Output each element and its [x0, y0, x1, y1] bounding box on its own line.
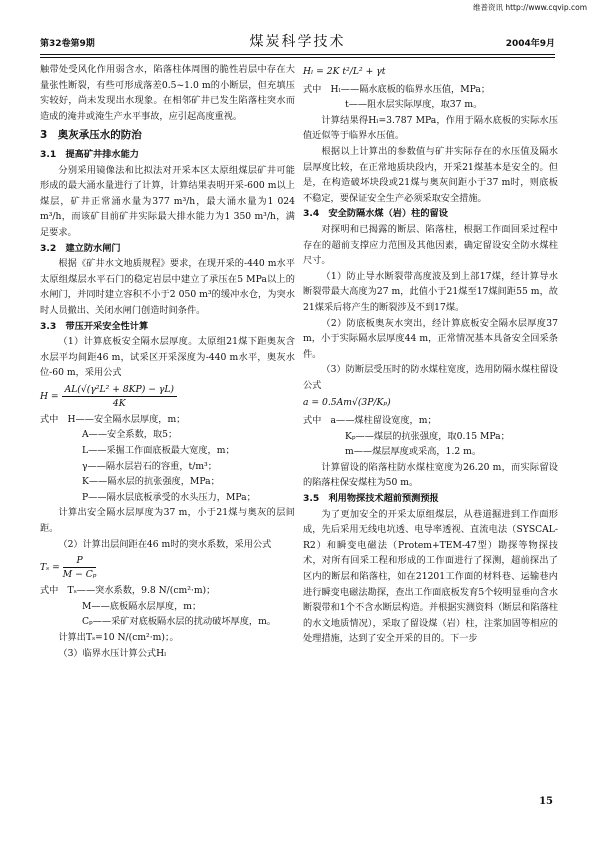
def-text: 煤层厚度或采高，1.2 m。 [372, 446, 482, 458]
definition-line [303, 429, 558, 445]
formula-fraction [63, 554, 97, 581]
formula-inrush-coefficient [40, 554, 295, 581]
paragraph: 分别采用镜像法和比拟法对开采本区太原组煤层矿井可能形成的最大涌水量进行了计算，计算结果表明开采-600 m以上煤层，矿井正常涌水量为377 m³/h，最大涌水量为1 024 m³/h，而该矿目前矿井实际最大排水能力为1 350 m³/h，满足要求。 [40, 164, 295, 238]
formula-lhs: H = [40, 390, 59, 402]
formula-critical-pressure: Hₗ = 2K t²/L² + γt [303, 66, 386, 77]
header-rule-thick [40, 54, 555, 55]
paragraph: 计算留设的陷落柱防水煤柱宽度为26.20 m，而实际留设的陷落柱保安煤柱为50 m。 [303, 461, 558, 489]
def-symbol: 式中 Hₗ—— [303, 83, 360, 95]
formula-denominator: M − Cₚ [62, 569, 97, 581]
definition-line [40, 614, 295, 630]
def-symbol: γ—— [82, 460, 106, 472]
section-heading: 3 奥灰承压水的防治 [40, 129, 142, 142]
definition-line [40, 427, 295, 443]
paragraph: （2）计算出层间距在46 m时的突水系数，采用公式 [58, 538, 272, 550]
formula-denominator: 4K [112, 397, 126, 409]
paragraph: 为了更加安全的开采太原组煤层，从巷道掘进到工作面形成，先后采用无线电坑透、电导率透视、直流电法（SYSCAL-R2）和瞬变电磁法（Protem+TEM-47型）勘探等物探技术，对所有回采工程和形成的工作面进行了探测，超前探出了区内的断层和陷落柱，如在21201工作面的材料巷、运输巷内进行瞬变电磁法勘探，查出工作面底板发育5个较明显垂向含水断裂带和1个不含水断层构造。并根据实测资料（断层和陷落柱的水文地质情况），采取了留设煤（岩）柱，注浆加固等相应的处理措施，达到了安全开采的目的。下一步 [303, 508, 558, 645]
paragraph: 根据以上计算出的参数值与矿井实际存在的水压值及隔水层厚度比较，在正常地质块段内，开采21煤基本是安全的。但是，在构造破坏块段或21煤与奥灰间距小于37 m时，则底板不稳定，要保证安全生产必须采取安全措施。 [303, 145, 558, 204]
def-text: 安全系数，取5； [107, 429, 178, 441]
def-text: 采掘工作面底板最大宽度，m； [106, 445, 235, 457]
def-symbol: A—— [82, 429, 108, 441]
def-symbol: 式中 a—— [303, 415, 355, 427]
def-symbol: Cₚ—— [82, 616, 112, 628]
definition-line [40, 443, 295, 459]
def-text: 煤柱留设宽度，m； [354, 415, 437, 427]
volume-issue: 第32卷第9期 [40, 39, 95, 49]
paragraph: 计算出安全隔水层厚度为37 m，小于21煤与奥灰的层间距。 [40, 507, 295, 535]
definition-line [303, 82, 558, 98]
paragraph: 根据《矿井水文地质规程》要求，在现开采的-440 m水平太原组煤层水平石门的稳定岩层中建立了承压在5 MPa以上的水闸门，并同时建立容积不小于2 050 m³的缓冲水仓，为突水时人员撤出、关闭水闸门创造时间条件。 [40, 258, 295, 316]
definition-line [303, 97, 558, 113]
paragraph: 计算结果得Hₗ=3.787 MPa，作用于隔水底板的实际水压值近似等于临界水压值。 [303, 114, 558, 142]
watermark-text: 维普资讯 http://www.cqvip.com [472, 3, 587, 12]
definition-line [40, 459, 295, 475]
def-text: 隔水层的抗张强度，MPa； [107, 476, 220, 488]
formula-safe-thickness [40, 383, 295, 410]
formula-numerator: AL(√(γ²L² + 8KP) − γL) [62, 383, 177, 397]
def-text: 阻水层实际厚度，取37 m。 [367, 99, 483, 111]
definition-line [40, 490, 295, 506]
def-text: 隔水层底板承受的水头压力，MPa； [106, 491, 256, 503]
definition-line [40, 474, 295, 490]
subsection-heading: 3.2 建立防水闸门 [40, 242, 121, 254]
def-text: 安全隔水层厚度，m； [93, 413, 186, 425]
def-symbol: Kₚ—— [345, 430, 374, 442]
header-rule-thin [40, 57, 555, 58]
def-symbol: m—— [345, 446, 373, 458]
def-symbol: P—— [82, 491, 107, 503]
right-column [303, 62, 558, 647]
def-text: 隔水底板的临界水压值，MPa； [359, 83, 491, 95]
subsection-heading: 3.4 安全防隔水煤（岩）柱的留设 [303, 208, 448, 220]
paragraph: （1）防止导水断裂带高度波及到上部17煤，经计算导水断裂带最大高度为27 m，此值小于21煤至17煤间距55 m，故21煤采后将产生的断裂涉及不到17煤。 [303, 270, 558, 313]
def-text: 采矿对底板隔水层的扰动破坏厚度，m。 [111, 616, 276, 628]
definition-line [40, 412, 295, 428]
paragraph: （3）临界水压计算公式Hₗ [58, 647, 167, 659]
definition-line [40, 599, 295, 615]
definition-line [303, 413, 558, 429]
paragraph: 触带处受风化作用弱含水，陷落柱体周围的脆性岩层中存在大量张性断裂，有些可形成落差0.5~1.0 m的小断层，但充填压实较好，尚未发现出水现象。在相邻矿井已发生陷落柱突水而造成的淹井或淹生产水平事故，应引起高度重视。 [40, 64, 295, 122]
def-text: 煤层的抗张强度，取0.15 MPa； [373, 430, 510, 442]
definition-line [303, 444, 558, 460]
def-symbol: t—— [345, 99, 368, 111]
def-text: 隔水层岩石的容重，t/m³； [105, 460, 217, 472]
def-text: 底板隔水层厚度，m； [109, 600, 202, 612]
formula-numerator: P [63, 554, 97, 568]
subsection-heading: 3.3 带压开采安全性计算 [40, 320, 149, 332]
definition-line [40, 583, 295, 599]
def-symbol: M—— [82, 600, 110, 612]
journal-title: 煤炭科学技术 [249, 34, 346, 50]
formula-fraction [62, 383, 177, 410]
paragraph: （1）计算底板安全隔水层厚度。太原组21煤下距奥灰含水层平均间距46 m，试采区开采深度为-440 m水平，奥灰水位-60 m，采用公式 [40, 336, 295, 379]
paragraph: 对探明和已揭露的断层、陷落柱，根据工作面回采过程中存在的超前支撑应力范围及其他因素，确定留设安全防水煤柱尺寸。 [303, 223, 558, 267]
issue-date: 2004年9月 [505, 39, 555, 49]
def-text: 突水系数，9.8 N/(cm²·m)； [95, 585, 216, 597]
def-symbol: 式中 H—— [40, 413, 94, 425]
formula-pillar-width: a = 0.5Am√(3P/Kₚ) [303, 397, 391, 409]
running-header [40, 32, 555, 50]
paragraph: （2）防底板奥灰水突出，经计算底板安全隔水层厚度37 m，小于实际隔水层厚度44 m，正常情况基本具备安全回采条件。 [303, 317, 558, 360]
left-column [40, 62, 295, 661]
page-number: 15 [539, 796, 553, 807]
def-symbol: K—— [82, 476, 108, 488]
def-symbol: 式中 Tₛ—— [40, 585, 96, 597]
def-symbol: L—— [82, 445, 107, 457]
paragraph: 计算出Tₛ=10 N/(cm²·m)；。 [58, 632, 179, 643]
subsection-heading: 3.5 利用物探技术超前预测预报 [303, 493, 439, 505]
subsection-heading: 3.1 提高矿井排水能力 [40, 148, 139, 160]
paragraph: （3）防断层受压时的防水煤柱宽度，选用防隔水煤柱留设公式 [303, 364, 558, 391]
formula-lhs: Tₛ = [40, 562, 60, 574]
